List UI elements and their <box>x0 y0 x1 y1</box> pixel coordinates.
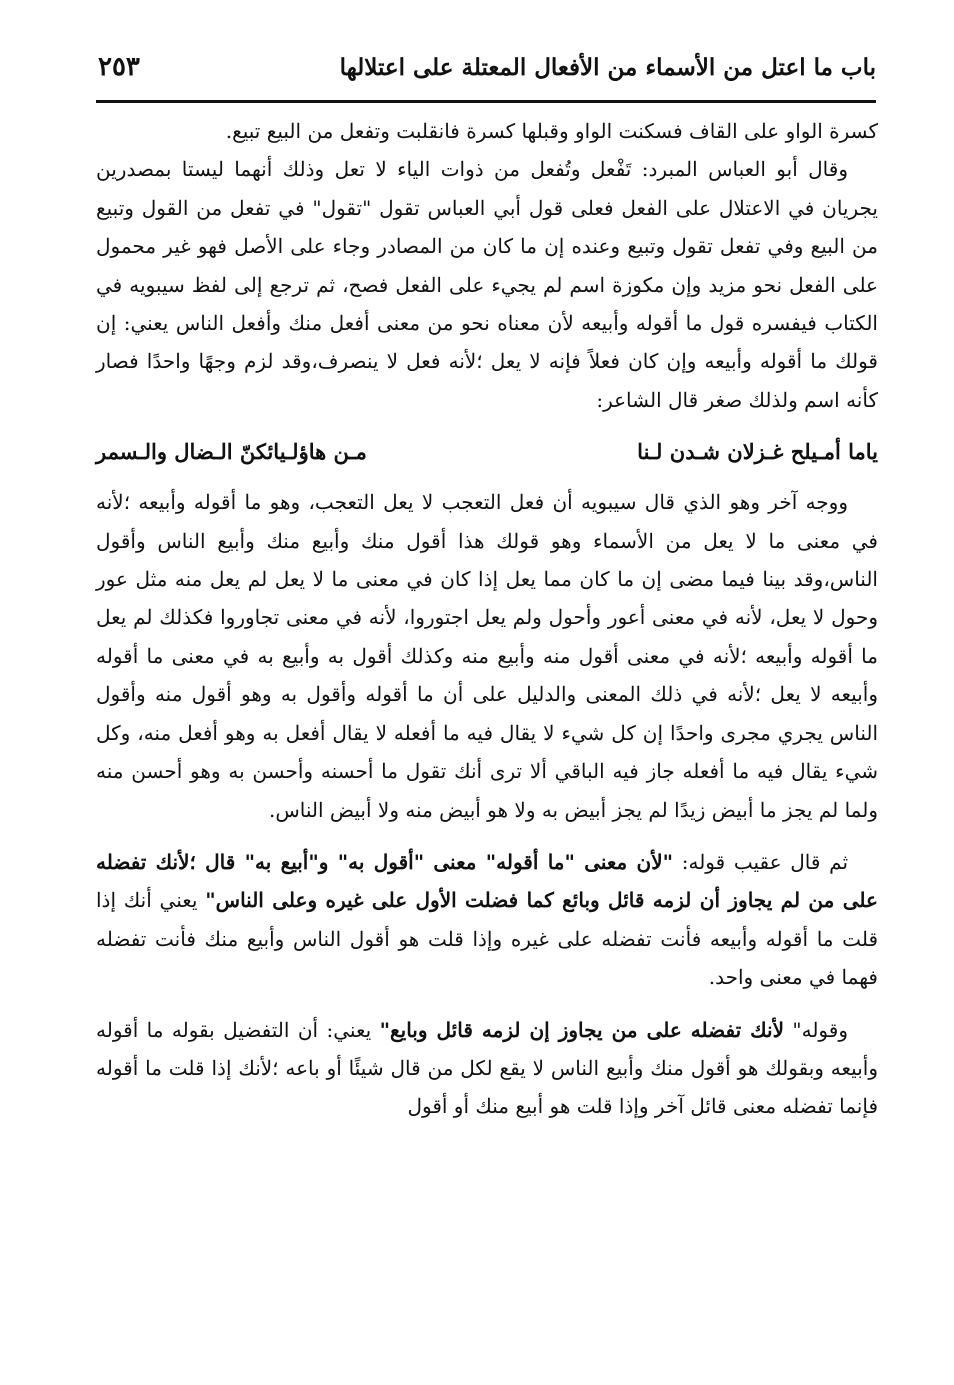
paragraph-2: وقال أبو العباس المبرد: تَفْعل وتُفعل من ذوات الياء لا تعل وذلك أنهما ليستا بمصدرين يجريان في الاعتلال على الفعل فعلى قول أبي العباس تقول "تقول" في تفعل من القول وتبيع من البيع وفي تفعل تقول وتبيع وعنده إن ما كان من المصادر وجاء على الأصل فهو غير محمول على الفعل نحو مزيد وإن مكوزة اسم لم يجيء على الفعل فصح، ثم ترجع إلى لفظ سيبويه في الكتاب فيفسره قول ما أقوله وأبيعه لأن معناه نحو من معنى أفعل منك وأفعل الناس يعني: إن قولك ما أقوله وأبيعه وإن كان فعلاً فإنه لا يعل ؛لأنه فعل لا ينصرف،وقد لزم وجهًا واحدًا فصار كأنه اسم ولذلك صغر قال الشاعر: <box>96 157 878 412</box>
paragraph-3: ووجه آخر وهو الذي قال سيبويه أن فعل التعجب لا يعل التعجب، وهو ما أقوله وأبيعه ؛لأنه في معنى ما لا يعل من الأسماء وهو قولك هذا أقول منك وأبيع منك وأبيع الناس وأقول الناس،وقد بينا فيما مضى إن ما كان مما يعل إذا كان في معنى ما لا يعل لم يعل منه مثل عور وحول لا يعل، لأنه في معنى أعور وأحول ولم يعل اجتوروا، لأنه في معنى تجاوروا فكذلك لم يعل ما أقوله وأبيعه ؛لأنه في معنى أقول منه وأبيع منه وكذلك أقول به وأبيع به في معنى ما أقوله وأبيعه لا يعل ؛لأنه في ذلك المعنى والدليل على أن ما أقوله وأقول به وهو أقول منه وأقول الناس يجري مجرى واحدًا إن كل شيء لا يقال فيه ما أفعله لا يقال أفعل به وهو أفعل منه، وكل شيء يقال فيه ما أفعله جاز فيه الباقي ألا ترى أنك تقول ما أحسنه وأحسن به وهو أحسن منه ولما لم يجز ما أبيض زيدًا لم يجز أبيض به ولا هو أبيض منه ولا أبيض الناس. <box>96 490 878 822</box>
poetry-verse <box>96 433 878 471</box>
paragraph-5-lead: وقوله" <box>784 1017 848 1042</box>
paragraph-5 <box>96 1011 878 1126</box>
verse-first-hemistich: ياما أمـيلح غـزلان شـدن لـنا <box>637 439 878 465</box>
paragraph-4-lead: ثم قال عقيب قوله: <box>673 849 849 874</box>
paragraph-4 <box>96 843 878 997</box>
verse-second-hemistich: مـن هاؤلـيائكنّ الـضال والـسمر <box>96 439 367 465</box>
paragraph-1: كسرة الواو على القاف فسكنت الواو وقبلها كسرة فانقلبت وتفعل من البيع تبيع. <box>225 119 878 143</box>
paragraph-4-rest: يعني أنك إذا قلت ما أقوله وأبيعه فأنت تفضله على غيره وإذا قلت هو أقول الناس وأبيع منك فأنت تفضله فهما في معنى واحد. <box>96 888 878 990</box>
body-text <box>96 112 878 1126</box>
page-number: ٢٥٣ <box>98 52 140 82</box>
header-rule <box>96 100 876 103</box>
paragraph-4-quote: "لأن معنى "ما أقوله" معنى "أقول به" و"أبيع به" قال ؛لأنك تفضله على من لم يجاوز أن لزمه قائل وبائع كما فضلت الأول على غيره وعلى الناس" <box>96 849 878 913</box>
paragraph-5-quote: لأنك تفضله على من يجاوز إن لزمه قائل وبايع" <box>379 1017 785 1042</box>
page-header <box>96 50 876 94</box>
running-title: باب ما اعتل من الأسماء من الأفعال المعتلة على اعتلالها <box>339 54 876 81</box>
paragraph-5-rest: يعني: أن التفضيل بقوله ما أقوله وأبيعه وبقولك هو أقول منك وأبيع الناس لا يقع لكل من قال شيئًا أو باعه ؛لأنك إذا قلت ما أقوله فإنما تفضله معنى قائل آخر وإذا قلت هو أبيع منك أو أقول <box>96 1017 878 1119</box>
